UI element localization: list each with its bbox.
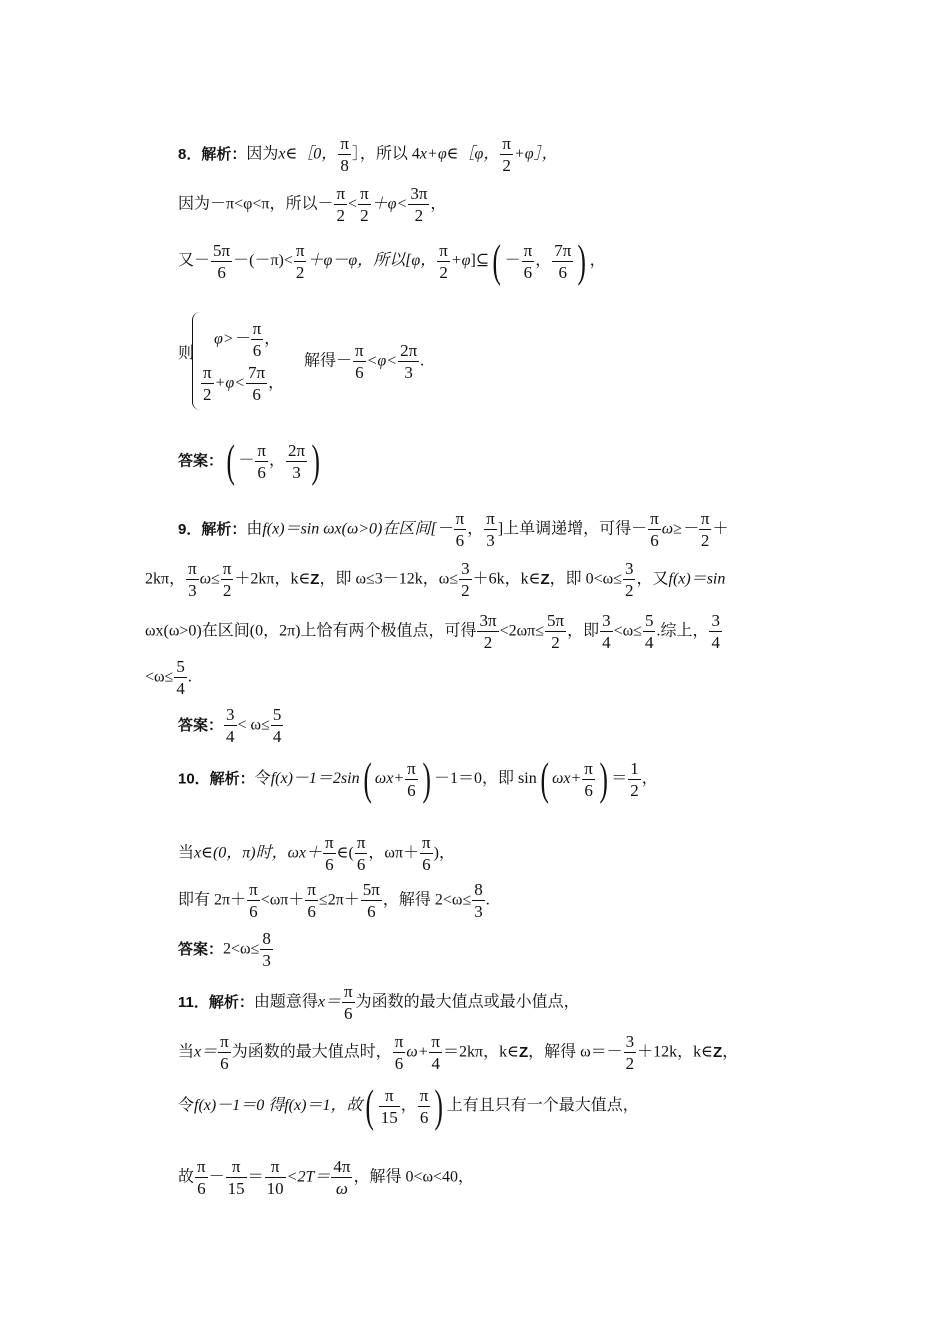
- fraction: $\frac{3}{2}$: [625, 1032, 635, 1073]
- p9-line-1: 9．解析：由f(x)＝sin ωx(ω>0)在区间[－ $\frac{\pi}{6}$ ， $\frac{\pi}{3}$ ]上单调递增，可得－ $\frac{\pi}{6}$ ω≥－ $\frac{\pi}{2}$ ＋: [178, 509, 729, 550]
- p9-line-2: 2kπ， $\frac{\pi}{3}$ ω≤ $\frac{\pi}{2}$ ＋2kπ，k∈Z，即 ω≤3－12k，ω≤ $\frac{3}{2}$ ＋6k，k∈Z，即 0<ω≤ $\frac{3}{2}$ ，又f(x)＝sin: [145, 559, 726, 600]
- p10-line-2: 当x∈(0，π)时，ωx＋ $\frac{\pi}{6}$ ∈( $\frac{\pi}{6}$ ，ωπ＋ $\frac{\pi}{6}$ )，: [178, 833, 455, 874]
- p8-line-2: 因为－π<φ<π，所以－ $\frac{\pi}{2}$ < $\frac{\pi}{2}$ ＋φ< $\frac{3\pi}{2}$ ，: [178, 184, 447, 225]
- fraction: $\frac{\pi}{6}$: [307, 880, 316, 921]
- p8-solve: 解得－ $\frac{\pi}{6}$ <φ< $\frac{2\pi}{3}$ .: [304, 341, 425, 382]
- fraction: $\frac{7\pi}{6}$: [554, 240, 572, 282]
- p9-line-3: ωx(ω>0)在区间(0，2π)上恰有两个极值点，可得 $\frac{3\pi}{2}$ <2ωπ≤ $\frac{5\pi}{2}$ ，即 $\frac{3}{4}$ <ω≤ $\frac{5}{4}$ .综上， $\frac{3}{4}$: [145, 611, 720, 652]
- fraction: $\frac{\pi}{6}$: [197, 1157, 206, 1198]
- fraction: $\frac{\pi}{2}$: [295, 240, 305, 282]
- p8-line-3: 又－ $\frac{5\pi}{6}$ －(－π)< $\frac{\pi}{2}$ ＋φ－φ，所以[φ， $\frac{\pi}{2}$ +φ]⊆( － $\frac{\pi}{6}$ ， $\frac{7\pi}{6}$ ) ，: [178, 235, 606, 286]
- p10-answer: 答案：2<ω≤ $\frac{8}{3}$: [178, 929, 271, 970]
- p11-line-3: 令f(x)－1＝0 得f(x)＝1，故( $\frac{\pi}{15}$ ， $\frac{\pi}{6}$ ) 上有且只有一个最大值点，: [178, 1080, 639, 1131]
- fraction: $\frac{\pi}{2}$: [700, 509, 710, 550]
- fraction: $\frac{3\pi}{2}$: [479, 611, 497, 652]
- p8-answer: 答案：( － $\frac{\pi}{6}$ ， $\frac{2\pi}{3}$ ): [178, 435, 320, 486]
- fraction: $\frac{\pi}{6}$: [257, 440, 266, 482]
- p8-line-1: 8．解析：因为x∈［0， $\frac{\pi}{8}$ ］，所以 4x+φ∈［φ， $\frac{\pi}{2}$ +φ］，: [178, 134, 558, 175]
- p8-head: 8．解析：: [178, 146, 247, 163]
- fraction: $\frac{8}{3}$: [474, 880, 483, 921]
- fraction: $\frac{\pi}{6}$: [407, 758, 416, 800]
- p10-line-3: 即有 2π＋ $\frac{\pi}{6}$ <ωπ＋ $\frac{\pi}{6}$ ≤2π＋ $\frac{5\pi}{6}$ ，解得 2<ω≤ $\frac{8}{3}$ .: [178, 880, 490, 921]
- p11-line-4: 故 $\frac{\pi}{6}$ － $\frac{\pi}{15}$ ＝ $\frac{\pi}{10}$ <2T＝ $\frac{4\pi}{\omega}$ ，解得 0<ω<40，: [178, 1157, 475, 1198]
- fraction: $\frac{3}{4}$: [602, 611, 611, 652]
- fraction: $\frac{\pi}{2}$: [336, 184, 346, 225]
- fraction: $\frac{\pi}{6}$: [394, 1032, 404, 1073]
- fraction: $\frac{4\pi}{\omega}$: [333, 1157, 351, 1198]
- fraction: $\frac{2\pi}{3}$: [287, 440, 306, 482]
- fraction: $\frac{3}{4}$: [226, 705, 235, 746]
- fraction: $\frac{5}{4}$: [272, 705, 282, 746]
- fraction: $\frac{\pi}{15}$: [380, 1085, 398, 1127]
- fraction: $\frac{\pi}{6}$: [355, 341, 364, 382]
- fraction: $\frac{\pi}{6}$: [249, 880, 258, 921]
- fraction: $\frac{\pi}{10}$: [266, 1157, 284, 1198]
- fraction: $\frac{\pi}{6}$: [356, 833, 366, 874]
- fraction: $\frac{3}{4}$: [711, 611, 720, 652]
- fraction: $\frac{\pi}{8}$: [340, 134, 349, 175]
- fraction: $\frac{\pi}{6}$: [650, 509, 659, 550]
- p8-then: 则: [178, 345, 195, 362]
- fraction: $\frac{\pi}{6}$: [220, 1032, 229, 1073]
- fraction: $\frac{7\pi}{6}$: [248, 363, 266, 404]
- fraction: $\frac{3}{2}$: [461, 559, 470, 600]
- fraction: $\frac{5\pi}{6}$: [213, 240, 231, 282]
- p9-answer: 答案： $\frac{3}{4}$ < ω≤ $\frac{5}{4}$: [178, 705, 282, 746]
- fraction: $\frac{\pi}{3}$: [188, 559, 197, 600]
- fraction: $\frac{\pi}{2}$: [439, 240, 448, 282]
- fraction: $\frac{\pi}{3}$: [486, 509, 495, 550]
- fraction: $\frac{\pi}{6}$: [455, 509, 465, 550]
- fraction: $\frac{3}{2}$: [624, 559, 634, 600]
- fraction: $\frac{5\pi}{6}$: [362, 880, 380, 921]
- fraction: $\frac{\pi}{2}$: [222, 559, 232, 600]
- fraction: $\frac{\pi}{6}$: [523, 240, 533, 282]
- p10-line-1: 10．解析：令f(x)－1＝2sin( ωx+ $\frac{\pi}{6}$ ) －1＝0，即 sin( ωx+ $\frac{\pi}{6}$ ) ＝ $\frac{1}{2}$ ，: [178, 753, 658, 804]
- p9-line-4: <ω≤ $\frac{5}{4}$ .: [145, 657, 192, 698]
- fraction: $\frac{5\pi}{2}$: [547, 611, 565, 652]
- fraction: $\frac{5}{4}$: [176, 657, 185, 698]
- fraction: $\frac{8}{3}$: [262, 929, 271, 970]
- fraction: $\frac{\pi}{2}$: [502, 134, 511, 175]
- fraction: $\frac{\pi}{6}$: [252, 319, 262, 360]
- fraction: $\frac{\pi}{6}$: [325, 833, 334, 874]
- fraction: $\frac{\pi}{2}$: [360, 184, 369, 225]
- p11-line-2: 当x＝ $\frac{\pi}{6}$ 为函数的最大值点时， $\frac{\pi}{6}$ ω+ $\frac{\pi}{4}$ ＝2kπ，k∈Z，解得 ω＝－ $\frac{3}{2}$ ＋12k，k∈Z，: [178, 1032, 739, 1073]
- fraction: $\frac{\pi}{15}$: [227, 1157, 245, 1198]
- fraction: $\frac{\pi}{2}$: [203, 363, 212, 404]
- fraction: $\frac{\pi}{4}$: [431, 1032, 441, 1073]
- fraction: $\frac{\pi}{6}$: [584, 758, 593, 800]
- p8-system-row-2: $\frac{\pi}{2}$ +φ< $\frac{7\pi}{6}$ ，: [203, 363, 285, 404]
- fraction: $\frac{2\pi}{3}$: [400, 341, 418, 382]
- fraction: $\frac{3\pi}{2}$: [410, 184, 428, 225]
- p8-system-row-1: φ>－ $\frac{\pi}{6}$ ，: [214, 319, 281, 360]
- p11-line-1: 11．解析：由题意得x＝ $\frac{\pi}{6}$ 为函数的最大值点或最小值点，: [178, 982, 580, 1023]
- fraction: $\frac{\pi}{6}$: [343, 982, 353, 1023]
- fraction: $\frac{5}{4}$: [644, 611, 654, 652]
- fraction: $\frac{1}{2}$: [630, 758, 639, 800]
- fraction: $\frac{\pi}{6}$: [419, 1085, 429, 1127]
- fraction: $\frac{\pi}{6}$: [422, 833, 431, 874]
